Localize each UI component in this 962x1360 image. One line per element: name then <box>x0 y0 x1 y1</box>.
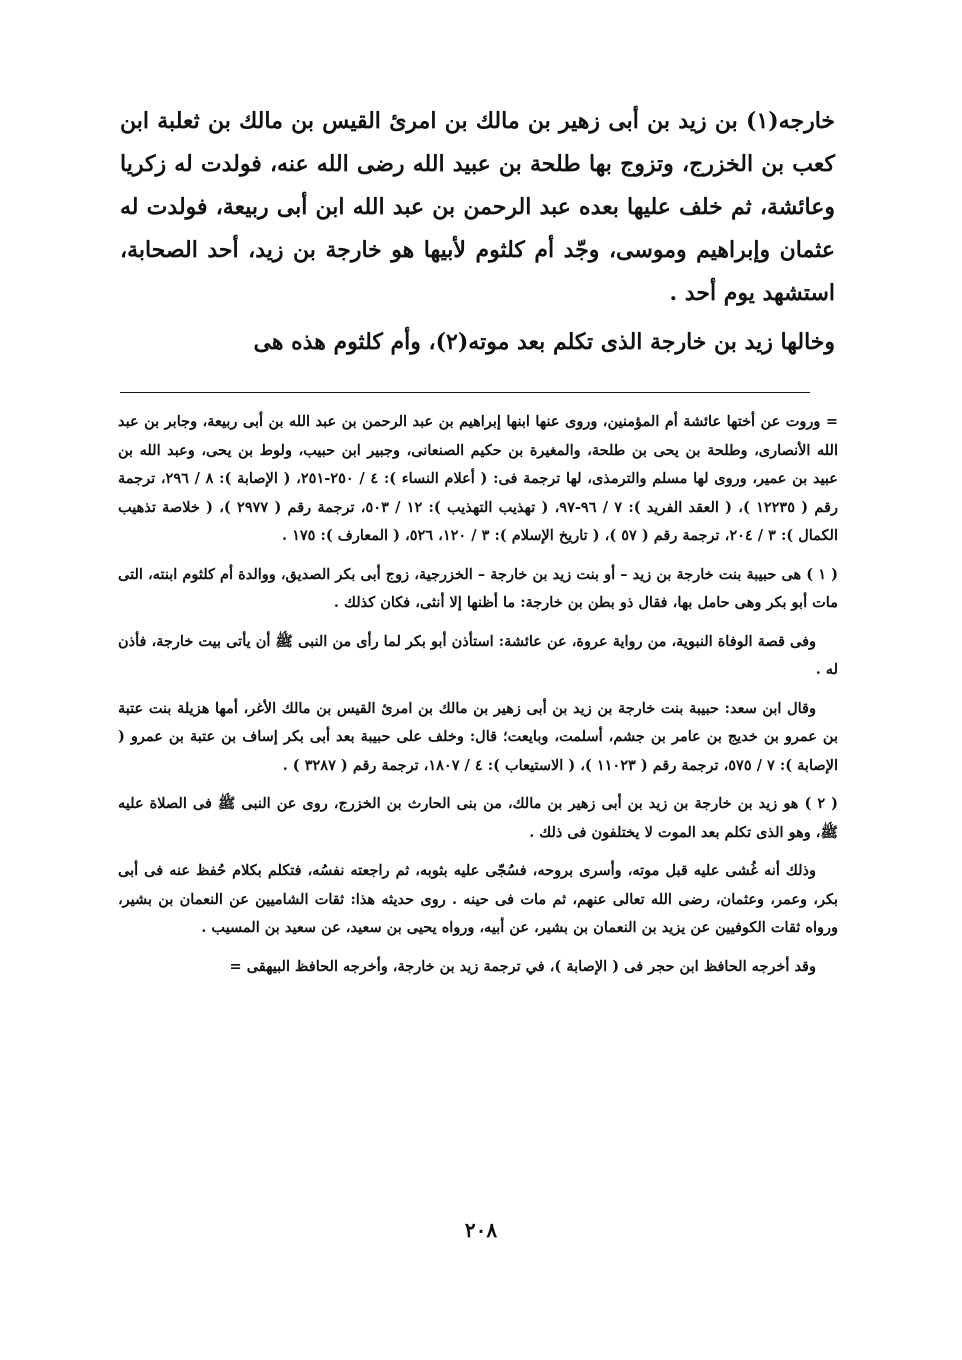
footnote-separator <box>120 392 810 393</box>
footnote-1-ibn-saad: وقال ابن سعد: حبيبة بنت خارجة بن زيد بن أبى زهير بن مالك بن امرئ القيس بن مالك الأغر، أمها هزيلة بنت عتبة بن عمرو بن خديج بن عامر بن جشم، أسلمت، وبايعت؛ قال: وخلف على حبيبة بعد أبى بكر إساف بن عتبة بن عمرو ( الإصابة ): ٧ / ٥٧٥، ترجمة رقم ( ١١٠٢٣ )، ( الاستيعاب ): ٤ / ١٨٠٧، ترجمة رقم ( ٣٢٨٧ ) . <box>118 699 838 774</box>
main-paragraph-2: وخالها زيد بن خارجة الذى تكلم بعد موته(٢)، وأم كلثوم هذه هى <box>253 329 835 355</box>
footnote-continuation-text: وروت عن أختها عائشة أم المؤمنين، وروى عنها ابنها إبراهيم بن عبد الرحمن بن عبد الله بن أبى ربيعة، وجابر بن عبد الله الأنصارى، وطلحة بن يحى بن طلحة، والمغيرة بن حكيم الصنعانى، وجبير ابن حبيب، ولوط بن يحى، وعبد الله بن عبيد بن عمير، وروى لها مسلم والترمذى، لها ترجمة فى: ( أعلام النساء ): ٤ / ٢٥٠-٢٥١، ( الإصابة ): ٨ / ٢٩٦، ترجمة رقم ( ١٢٢٣٥ )، ( العقد الفريد ): ٧ / ٩٦-٩٧، ( تهذيب التهذيب ): ١٢ / ٥٠٣، ترجمة رقم ( ٢٩٧٧ )، ( خلاصة تذهيب الكمال ): ٣ / ٢٠٤، ترجمة رقم ( ٥٧ )، ( تاريخ الإسلام ): ٣ / ١٢٠، ٥٢٦، ( المعارف ): ١٧٥ . <box>118 413 838 544</box>
footnote-2-intro: ( ٢ ) هو زيد بن خارجة بن زيد بن أبى زهير بن مالك، من بنى الحارث بن الخزرج، روى عن النبى ﷺ فى الصلاة عليه ﷺ، وهو الذى تكلم بعد الموت لا يختلفون فى ذلك . <box>118 795 838 841</box>
page-number: ٢٠٨ <box>464 1218 498 1242</box>
footnote-1-wafat: وفى قصة الوفاة النبوية، من رواية عروة، عن عائشة: استأذن أبو بكر لما رأى من النبى ﷺ أن يأتى بيت خارجة، فأذن له . <box>118 632 838 678</box>
footnote-1-intro: ( ١ ) هى حبيبة بنت خارجة بن زيد – أو بنت زيد بن خارجة – الخزرجية، زوج أبى بكر الصديق، ووالدة أم كلثوم ابنته، التى مات أبو بكر وهى حامل بها، فقال ذو بطن بن خارجة: ما أظنها إلا أنثى، فكان كذلك . <box>118 565 838 611</box>
footnote-continuation <box>118 408 838 551</box>
main-text <box>120 100 835 370</box>
footnote-2-source: وقد أخرجه الحافظ ابن حجر فى ( الإصابة )، في ترجمة زيد بن خارجة، وأخرجه الحافظ البيهقى = <box>229 957 816 975</box>
main-paragraph-1: خارجه(١) بن زيد بن أبى زهير بن مالك بن امرئ القيس بن مالك بن ثعلبة ابن كعب بن الخزرج، وتزوج بها طلحة بن عبيد الله رضى الله عنه، فولدت له زكريا وعائشة، ثم خلف عليها بعده عبد الرحمن بن عبد الله ابن أبى ربيعة، فولدت له عثمان وإبراهيم وموسى، وجّد أم كلثوم لأبيها هو خارجة بن زيد، أحد الصحابة، استشهد يوم أحد . <box>120 108 835 306</box>
footnotes <box>118 408 838 987</box>
continuation-marker: = <box>825 413 838 430</box>
footnote-2-story: وذلك أنه غُشى عليه قبل موته، وأسرى بروحه، فسُجّى عليه بثوبه، ثم راجعته نفسُه، فتكلم بكلام حُفظ عنه فى أبى بكر، وعمر، وعثمان، رضى الله تعالى عنهم، ثم مات فى حينه . روى حديثه هذا: ثقات الشاميين عن النعمان بن بشير، ورواه ثقات الكوفيين عن يزيد بن النعمان بن بشير، عن أبيه، ورواه يحيى بن سعيد، عن سعيد بن المسيب . <box>118 862 838 936</box>
